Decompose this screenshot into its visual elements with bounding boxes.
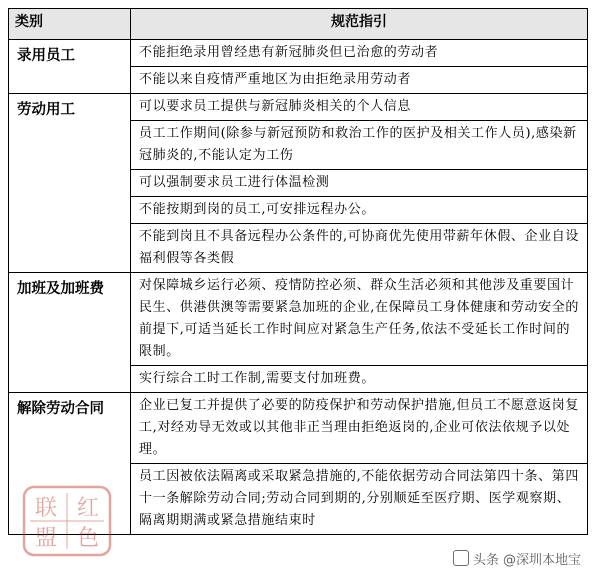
category-cell: 录用员工 [9,40,131,94]
table-row [9,273,588,366]
rule-cell: 不能拒绝录用曾经患有新冠肺炎但已治愈的劳动者 [131,40,588,67]
rule-cell: 员工因被依法隔离或采取紧急措施的,不能依据劳动合同法第四十条、第四十一条解除劳动合同;劳动合同到期的,分别顺延至医疗期、医学观察期、隔离期期满或紧急措施结束时 [131,464,588,535]
svg-text:联: 联 [34,496,58,521]
watermark-text: 头条 @深圳本地宝 [472,553,581,568]
rule-cell: 可以要求员工提供与新冠肺炎相关的个人信息 [131,94,588,121]
category-cell: 解除劳动合同 [9,393,131,535]
rule-cell: 可以强制要求员工进行体温检测 [131,170,588,197]
rule-cell: 员工工作期间(除参与新冠预防和救治工作的医护及相关工作人员),感染新冠肺炎的,不能认定为工伤 [131,121,588,170]
svg-text:红: 红 [76,496,100,521]
rule-cell: 实行综合工时工作制,需要支付加班费。 [131,366,588,393]
table-row [9,40,588,67]
watermark [449,548,585,569]
rule-cell: 对保障城乡运行必须、疫情防控必须、群众生活必须和其他涉及重要国计民生、供港供澳等需要紧急加班的企业,在保障员工身体健康和劳动安全的前提下,可适当延长工作时间应对紧急生产任务,依法不受延长工作时间的限制。 [131,273,588,366]
rule-cell: 不能到岗且不具备远程办公条件的,可协商优先使用带薪年休假、企业自设福利假等各类假 [131,224,588,273]
header-category: 类别 [9,9,131,40]
table-row [9,393,588,464]
table-header-row [9,9,588,40]
rule-cell: 不能按期到岗的员工,可安排远程办公。 [131,197,588,224]
header-rules: 规范指引 [131,9,588,40]
rule-cell: 不能以来自疫情严重地区为由拒绝录用劳动者 [131,67,588,94]
document-table-wrapper [8,8,588,564]
category-cell: 加班及加班费 [9,273,131,393]
guideline-table [8,8,588,535]
svg-text:盟: 盟 [34,526,58,551]
table-row [9,94,588,121]
category-cell: 劳动用工 [9,94,131,273]
svg-text:色: 色 [76,526,100,551]
rule-cell: 企业已复工并提供了必要的防疫保护和劳动保护措施,但员工不愿意返岗复工,对经劝导无效或以其他非正当理由拒绝返岗的,企业可依法依规予以处理。 [131,393,588,464]
toutiao-logo-icon [453,550,469,566]
